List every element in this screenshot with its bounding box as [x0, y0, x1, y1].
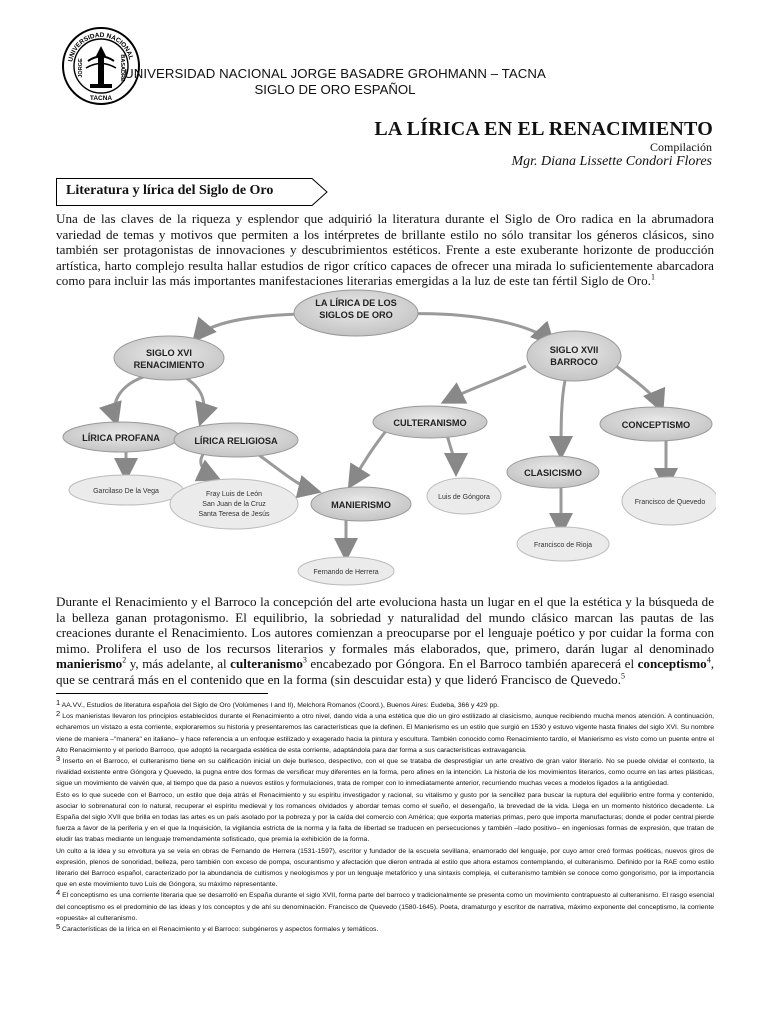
leaf-gongora-label: Luis de Góngora: [438, 494, 490, 501]
svg-text:TACNA: TACNA: [89, 95, 113, 102]
footnote: $^1$ AA.VV., Estudios de literatura española del Siglo de Oro (Volúmenes I and II), Melchora Romanos (Coord.), Buenos Aires: Eudeba, 366 y 429 pp.: [56, 698, 499, 709]
node-root-label: LA LÍRICA DE LOS SIGLOS DE ORO: [315, 298, 397, 320]
node-manierismo-label: MANIERISMO: [331, 500, 391, 510]
node-siglo-xvii: [527, 331, 621, 381]
footnote: Un culto a la idea y su envoltura ya se veía en obras de Fernando de Herrera (1531-1597), escritor y fundador de la escuela sevillana, enamorado del lenguaje, por cuyo amor creó formas poéticas, nuevos giros de expresión, plenos de sonoridad, belleza, pero también con exceso de pompa, oscurantismo y afectación que dieron entrada al estilo que ahora estamos contemplando, el culteranismo. Definido por la RAE como estilo literario del Barroco español, caracterizado por la abundancia de cultismos y neologismos y por un lenguaje metafórico y una sintaxis compleja, el culteranismo también se conoce como gongorismo, por la importancia que en este movimiento tuvo Luis de Góngora, su máximo representante.: [56, 847, 714, 889]
document-title: LA LÍRICA EN EL RENACIMIENTO: [374, 118, 713, 140]
svg-text:UNIVERSIDAD NACIONAL: UNIVERSIDAD NACIONAL: [67, 31, 135, 63]
body-text-2: y, más adelante, al: [126, 656, 231, 671]
section-heading: Literatura y lírica del Siglo de Oro: [66, 183, 274, 198]
footnote: $^3$ Inserto en el Barroco, el culteranismo tiene en su calificación inicial un deje burlesco, despectivo, con el que se trataba de desprestigiar un arte creativo de gran valor literario. No se puede olvidar el contexto, la rivalidad existente entre Góngora y Quevedo, la pugna entre dos formas de versificar muy diferentes en la forma, pero afines en la intención. La historia de los movimientos literarios, como ocurre en las artes plásticas, sigue un movimiento de vaivén que, al tiempo que da paso a nuevos estilos y formulaciones, trata de romper con lo inmediatamente anterior, recurriendo muchas veces a modelos ligados a la antigüedad.: [56, 754, 714, 788]
concept-map: [56, 286, 716, 586]
footnote-ref-2: 2: [122, 655, 127, 665]
svg-text:BASADRE: BASADRE: [119, 54, 125, 82]
footnotes: [56, 700, 714, 935]
intro-paragraph: [56, 211, 714, 289]
node-lirica-religiosa-label: LÍRICA RELIGIOSA: [194, 436, 278, 446]
leaf-quevedo-label: Francisco de Quevedo: [634, 499, 706, 506]
footnote: Esto es lo que sucede con el Barroco, un estilo que deja atrás el Renacimiento y su espíritu investigador y racional, su vitalismo y gusto por la sencillez para buscar la ruptura del equilibrio entre forma y contenido, asociar lo sobrenatural con lo natural, recuperar el espíritu medieval y los romances olvidados y abordar temas como el sueño, el desengaño, la brevedad de la vida. Llega en un momento histórico decadente. La España del siglo XVII que brilla en todas las artes es un país asolado por la pobreza y por la caída del comercio con América; que exporta materias primas, pero que importa manufacturas; donde el poder central pierde fuerza a favor de la periferia y en el que la Inquisición, la vigilancia estricta de la norma y la falta de libertad se traducen en persecuciones y también –lado positivo– en ingeniosas formas de expresión, que tratan de eludir las trabas mediante un lenguaje tremendamente sofisticado, que premia la exhibición de la forma.: [56, 791, 714, 844]
intro-text: Una de las claves de la riqueza y esplendor que adquirió la literatura durante el Siglo de Oro radica en la abrumadora variedad de temas y motivos que permiten a los intérpretes de brillante estilo no sólo transitar los géneros clásicos, sino también ser protagonistas de innovaciones y descubrimientos estéticos. Frente a este exuberante horizonte de producción artística, harto complejo resulta hallar estudios de rigor crítico capaces de ofrecer una mirada lo suficientemente abarcadora como para incluir las más importantes manifestaciones literarias emergidas a la luz de este tan fértil Siglo de Oro.: [56, 211, 714, 288]
term-manierismo: manierismo: [56, 656, 123, 671]
course-name: SIGLO DE ORO ESPAÑOL: [254, 82, 416, 97]
node-conceptismo-label: CONCEPTISMO: [621, 420, 691, 430]
node-siglo-xvi: [114, 336, 224, 380]
leaf-rioja-label: Francisco de Rioja: [534, 542, 592, 549]
university-name: UNIVERSIDAD NACIONAL JORGE BASADRE GROHMANN – TACNA: [124, 66, 546, 81]
document-author: Mgr. Diana Lissette Condori Flores: [511, 154, 712, 169]
body-text-1: Durante el Renacimiento y el Barroco la concepción del arte evoluciona hasta un lugar en el que la estética y la búsqueda de la belleza ganan protagonismo. El equilibrio, la sobriedad y naturalidad del mundo clásico marcan las pautas de las creaciones durante el Renacimiento. Los autores comienzan a preocuparse por el lenguaje poético y por cuidar la forma con mimo. Prolifera el uso de los recursos literarios y formales más elaborados, que, primero, darán lugar al denominado: [56, 594, 714, 656]
term-culteranismo: culteranismo: [230, 656, 303, 671]
footnote-ref-3: 3: [302, 655, 307, 665]
term-conceptismo: conceptismo: [637, 656, 707, 671]
leaf-religiosos-label: Fray Luis de León San Juan de la Cruz Santa Teresa de Jesús: [198, 491, 270, 518]
footnote: $^2$ Los manieristas llevaron los principios establecidos durante el Renacimiento a otro nivel, dando vida a una estética que dio un giro estilizado al clasicismo, aunque recibiendo mucha menos atención. A continuación, echaremos un vistazo a esta corriente, exploraremos su historia y presentaremos las características que la definen. El Manierismo es un estilo que surgió en 1530 y estuvo vigente hasta finales del siglo XVI. Su nombre viene de maniera –"manera" en italiano– y hace referencia a un enfoque estilizado y exagerado hacia la pintura y escultura. También conocido como Renacimiento tardío, el Manierismo es visto como un puente entre el Alto Renacimiento y el periodo Barroco, que adoptó la recargada estética de esta corriente, adaptándola para dar forma a sus características extravagancia.: [56, 709, 714, 754]
node-clasicismo-label: CLASICISMO: [524, 468, 582, 478]
footnote-ref-1: 1: [650, 272, 655, 282]
leaf-garcilaso-label: Garcilaso De la Vega: [93, 488, 159, 495]
leaf-herrera-label: Fernando de Herrera: [313, 569, 379, 576]
node-lirica-profana-label: LÍRICA PROFANA: [82, 433, 160, 443]
footnote-ref-5: 5: [621, 671, 625, 681]
footnote: $^4$ El conceptismo es una corriente literaria que se desarrolló en España durante el siglo XVII, forma parte del barroco y tradicionalmente se presenta como un movimiento contrapuesto al culteranismo. El rasgo esencial del conceptismo es el predominio de las ideas y los conceptos y de ahí su denominación. Francisco de Quevedo (1580-1645). Poeta, dramaturgo y escritor de narrativa, máximo exponente del conceptismo, la corriente «opuesta» al culteranismo.: [56, 888, 714, 922]
body-paragraph: [56, 594, 714, 687]
footnote: $^5$ Características de la lírica en el Renacimiento y el Barroco: subgéneros y aspectos formales y temáticos.: [56, 922, 379, 934]
node-siglo-xvii-label: SIGLO XVII BARROCO: [549, 345, 599, 367]
body-text-4: , que se centrará más en el contenido que en la forma (sin descuidar esta) y que lideró Francisco de Quevedo.: [56, 656, 714, 687]
body-text-3: encabezado por Góngora. En el Barroco también aparecerá el: [306, 656, 638, 671]
footnote-separator: [56, 693, 268, 694]
footnote-ref-4: 4: [706, 655, 711, 665]
node-culteranismo-label: CULTERANISMO: [393, 418, 467, 428]
node-siglo-xvi-label: SIGLO XVI RENACIMIENTO: [133, 348, 205, 370]
svg-text:JORGE: JORGE: [78, 58, 84, 78]
document-subtitle: Compilación: [650, 140, 712, 154]
